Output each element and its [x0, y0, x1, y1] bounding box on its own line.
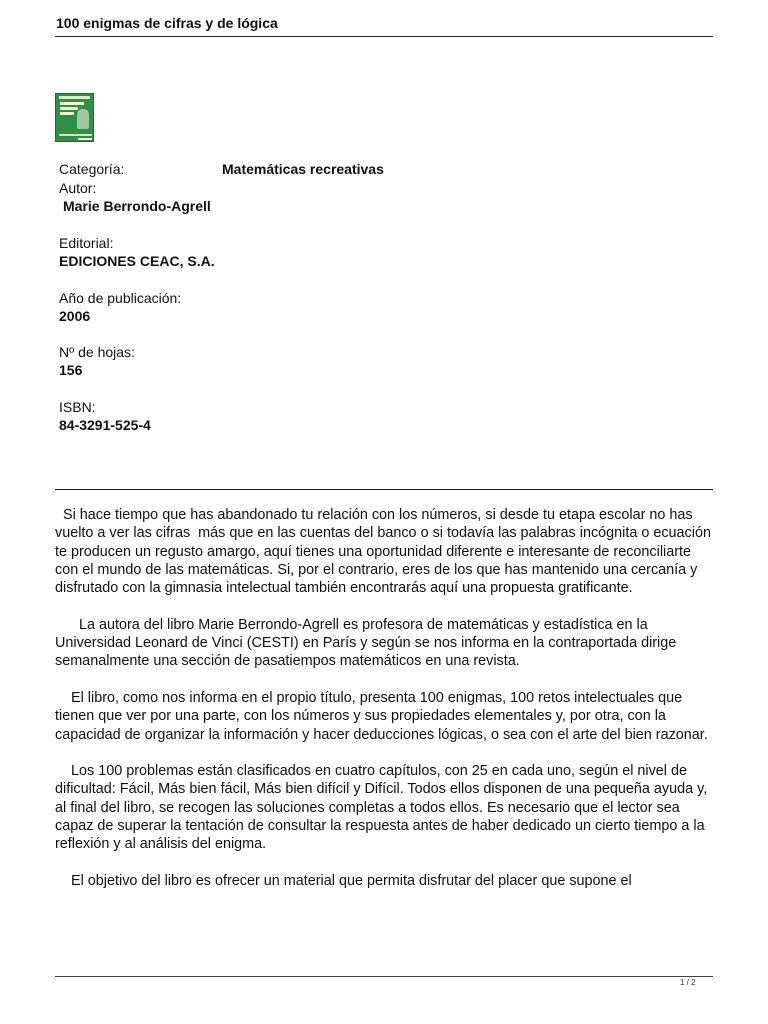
footer-divider	[55, 976, 713, 977]
category-value: Matemáticas recreativas	[222, 161, 384, 177]
pages-label: Nº de hojas:	[59, 344, 135, 360]
page-title: 100 enigmas de cifras y de lógica	[56, 15, 278, 31]
paragraph: Los 100 problemas están clasificados en cuatro capítulos, con 25 en cada uno, según el nivel de dificultad: Fácil, Más bien fácil, Más bien difícil y Difícil. Todos ellos disponen de una pequeña ayuda y, al final del libro, se recogen las soluciones completas a todos ellos. Es necesario que el lector sea capaz de superar la tentación de consultar la respuesta antes de haber dedicado un cierto tiempo a la reflexión y al análisis del enigma.	[55, 763, 712, 853]
pages-value: 156	[59, 362, 83, 378]
author-block	[59, 179, 211, 215]
year-block	[59, 289, 181, 325]
section-divider	[55, 489, 713, 490]
paragraph: El objetivo del libro es ofrecer un material que permita disfrutar del placer que supone el	[55, 872, 632, 889]
book-cover-image	[55, 93, 94, 142]
pages-block	[59, 343, 135, 379]
year-value: 2006	[59, 308, 91, 324]
review-body	[55, 506, 715, 909]
author-label: Autor:	[59, 180, 97, 196]
isbn-block	[59, 398, 151, 434]
paragraph: Si hace tiempo que has abandonado tu relación con los números, si desde tu etapa escolar no has vuelto a ver las cifras más que en las cuentas del banco o si todavía las palabras incógnita o ecuación te producen un regusto amargo, aquí tienes una oportunidad diferente e interesante de reconciliarte con el mundo de las matemáticas. Si, por el contrario, eres de los que has mantenido una cercanía y disfrutado con la gimnasia intelectual también encontrarás aquí una propuesta gratificante.	[55, 507, 715, 597]
isbn-label: ISBN:	[59, 399, 96, 415]
category-label: Categoría:	[59, 161, 125, 177]
paragraph: El libro, como nos informa en el propio título, presenta 100 enigmas, 100 retos intelectuales que tienen que ver por una parte, con los números y sus propiedades elementales y, por otra, con la capacidad de organizar la información y hacer deducciones lógicas, o sea con el arte del bien razonar.	[55, 689, 708, 743]
isbn-value: 84-3291-525-4	[59, 417, 151, 433]
publisher-block	[59, 234, 215, 270]
publisher-label: Editorial:	[59, 235, 114, 251]
page-number: 1 / 2	[680, 978, 696, 987]
paragraph: La autora del libro Marie Berrondo-Agrell es profesora de matemáticas y estadística en la Universidad Leonard de Vinci (CESTI) en París y según se nos informa en la contraportada dirige semanalmente una sección de pasatiempos matemáticos en una revista.	[55, 616, 681, 670]
author-value: Marie Berrondo-Agrell	[63, 198, 211, 214]
publisher-value: EDICIONES CEAC, S.A.	[59, 253, 215, 269]
year-label: Año de publicación:	[59, 290, 182, 306]
header-divider	[55, 36, 713, 37]
